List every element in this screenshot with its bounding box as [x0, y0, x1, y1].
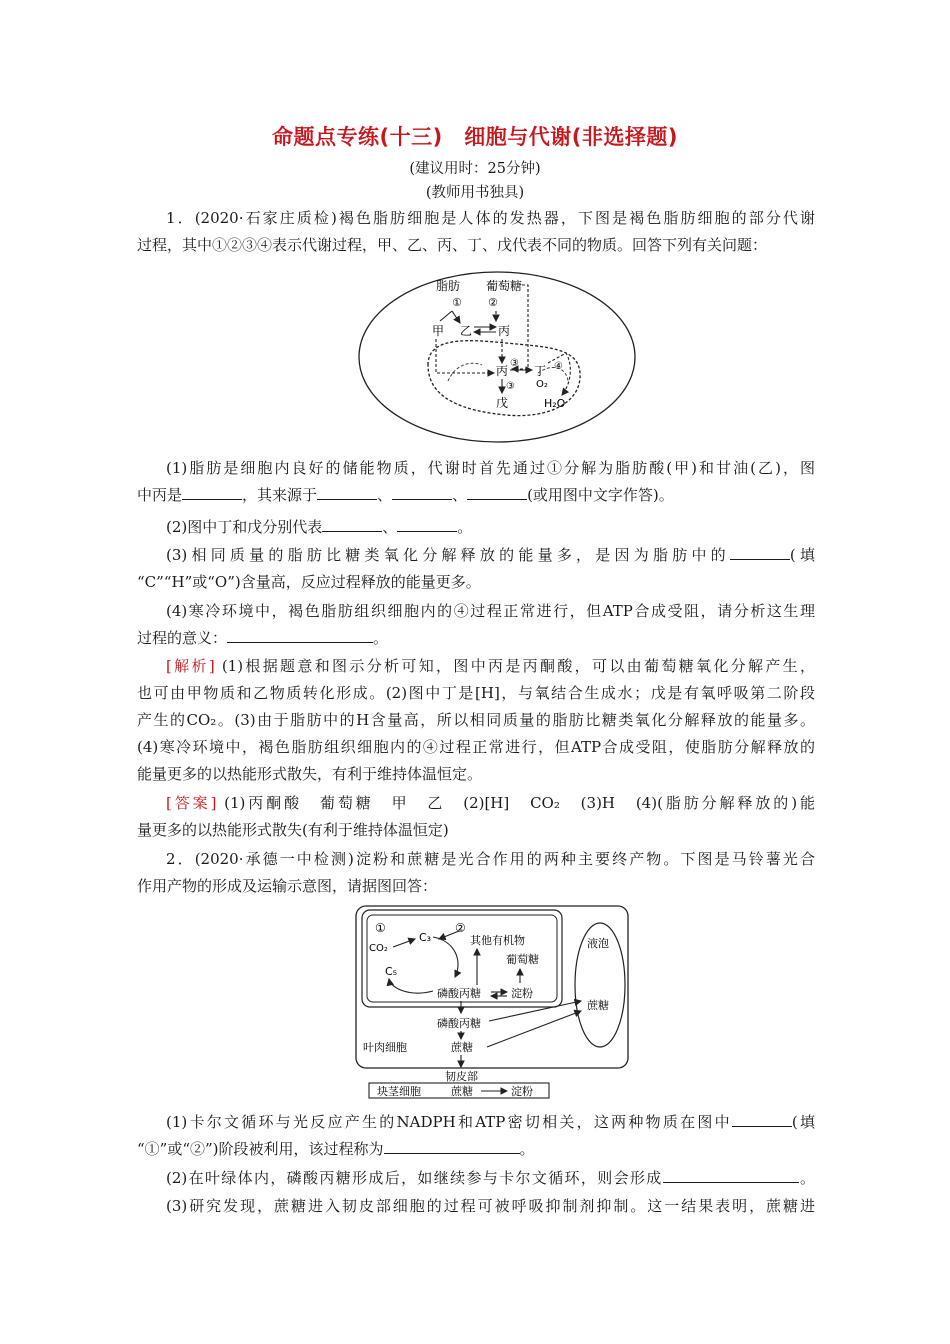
- triose-outer-label: 磷酸丙糖: [437, 1017, 481, 1030]
- jia-label: 甲: [432, 324, 445, 338]
- glucose-label: 葡萄糖: [506, 953, 539, 966]
- step3b-label: ③: [506, 381, 515, 392]
- q1-answer-line1: [答案] (1)丙酮酸 葡萄糖 甲 乙 (2)[H] CO₂ (3)H (4)(脂肪分解释放的)能: [166, 794, 815, 812]
- q1-sub4-line2: 过程的意义： 。: [137, 629, 389, 647]
- answer-blank: [317, 485, 377, 500]
- other-organic-label: 其他有机物: [470, 934, 525, 947]
- yi-label: 乙: [460, 324, 473, 338]
- h2o-label: H₂O: [544, 397, 566, 410]
- step1-label: ①: [375, 921, 386, 935]
- answer-blank: [467, 485, 527, 500]
- q1-diagram: [356, 269, 638, 445]
- step3a-label: ③: [510, 358, 519, 369]
- c5-label: C₅: [385, 965, 398, 978]
- answer-blank: [730, 545, 790, 560]
- ding-label: 丁: [534, 364, 547, 378]
- tuber-label: 块茎细胞: [377, 1085, 421, 1098]
- answer-blank: [182, 485, 242, 500]
- teacher-note: (教师用书独具): [425, 185, 525, 201]
- q2-sub3-line1: (3)研究发现，蔗糖进入韧皮部细胞的过程可被呼吸抑制剂抑制。这一结果表明，蔗糖进: [166, 1197, 815, 1215]
- answer-blank: [384, 1139, 520, 1154]
- step2-label: ②: [455, 921, 466, 935]
- sucrose-vacuole-label: 蔗糖: [587, 999, 609, 1012]
- q1-sub1-line2: 中丙是 ，其来源于 、 、 (或用图中文字作答)。: [137, 486, 674, 504]
- time-hint: (建议用时：25分钟): [409, 161, 541, 177]
- c3-label: C₃: [419, 931, 432, 944]
- wu-label: 戊: [496, 396, 509, 410]
- glucose-label: 葡萄糖: [486, 279, 523, 293]
- q1-analysis-line5: 能量更多的以热能形式散失，有利于维持体温恒定。: [137, 765, 483, 783]
- mesophyll-label: 叶肉细胞: [363, 1041, 407, 1054]
- q1-stem-line2: 过程，其中①②③④表示代谢过程，甲、乙、丙、丁、戊代表不同的物质。回答下列有关问题：: [137, 236, 768, 254]
- answer-blank: [227, 628, 373, 643]
- q2-stem-line2: 作用产物的形成及运输示意图，请据图回答：: [137, 877, 438, 895]
- o2-label: O₂: [536, 379, 548, 390]
- q1-analysis-line4: (4)寒冷环境中，褐色脂肪组织细胞内的④过程正常进行，但ATP合成受阻，使脂肪分解释放的: [137, 738, 815, 756]
- q1-sub3-line2: “C”“H”或“O”)含量高，反应过程释放的能量更多。: [137, 573, 481, 591]
- bing-inner-label: 丙: [496, 364, 509, 378]
- q1-sub4-line1: (4)寒冷环境中，褐色脂肪组织细胞内的④过程正常进行，但ATP合成受阻，请分析这生理: [166, 602, 815, 620]
- step4-label: ④: [554, 361, 563, 372]
- answer-tag: [答案]: [166, 794, 217, 812]
- step2-label: ②: [488, 296, 498, 309]
- q2-diagram: [355, 905, 632, 1099]
- q1-sub3-line1: (3)相同质量的脂肪比糖类氧化分解释放的能量多，是因为脂肪中的 (填: [166, 546, 815, 564]
- phloem-label: 韧皮部: [445, 1070, 478, 1083]
- q1-answer-line2: 量更多的以热能形式散失(有利于维持体温恒定): [137, 821, 449, 839]
- q1-analysis-line1: [解析] (1)根据题意和图示分析可知，图中丙是丙酮酸，可以由葡萄糖氧化分解产生，: [166, 657, 815, 675]
- starch-inner-label: 淀粉: [511, 987, 533, 1000]
- vacuole-label: 液泡: [587, 937, 609, 950]
- answer-blank: [392, 485, 452, 500]
- answer-blank: [663, 1168, 799, 1183]
- bing-outer-label: 丙: [498, 324, 511, 338]
- starch-tuber-label: 淀粉: [511, 1085, 533, 1098]
- q2-sub1-line2: “①”或“②”)阶段被利用，该过程称为 。: [137, 1140, 535, 1158]
- q2-sub1-line1: (1)卡尔文循环与光反应产生的NADPH和ATP密切相关，这两种物质在图中 (填: [166, 1113, 815, 1131]
- q1-stem-line1: 1．(2020·石家庄质检)褐色脂肪细胞是人体的发热器，下图是褐色脂肪细胞的部分代谢: [166, 209, 815, 227]
- q1-analysis-line3: 产生的CO₂。(3)由于脂肪中的H含量高，所以相同质量的脂肪比糖类氧化分解释放的能量多。: [137, 711, 815, 729]
- fat-label: 脂肪: [436, 279, 461, 293]
- q2-stem-line1: 2．(2020·承德一中检测)淀粉和蔗糖是光合作用的两种主要终产物。下图是马铃薯光合: [166, 850, 815, 868]
- q1-sub1-line1: (1)脂肪是细胞内良好的储能物质，代谢时首先通过①分解为脂肪酸(甲)和甘油(乙)，图: [166, 459, 815, 477]
- q1-sub2: (2)图中丁和戊分别代表 、 。: [166, 518, 473, 536]
- sucrose-cyto-label: 蔗糖: [451, 1041, 473, 1054]
- q1-analysis-line2: 也可由甲物质和乙物质转化形成。(2)图中丁是[H]，与氧结合生成水；戊是有氧呼吸第二阶段: [137, 684, 815, 702]
- answer-blank: [322, 517, 382, 532]
- answer-blank: [397, 517, 457, 532]
- q2-sub2: (2)在叶绿体内，磷酸丙糖形成后，如继续参与卡尔文循环，则会形成 。: [166, 1169, 815, 1187]
- co2-label: CO₂: [369, 943, 388, 954]
- triose-inner-label: 磷酸丙糖: [437, 987, 481, 1000]
- step1-label: ①: [452, 296, 462, 309]
- page-title: 命题点专练(十三) 细胞与代谢(非选择题): [272, 125, 678, 149]
- answer-blank: [732, 1112, 792, 1127]
- sucrose-tuber-label: 蔗糖: [451, 1085, 473, 1098]
- analysis-tag: [解析]: [166, 657, 215, 675]
